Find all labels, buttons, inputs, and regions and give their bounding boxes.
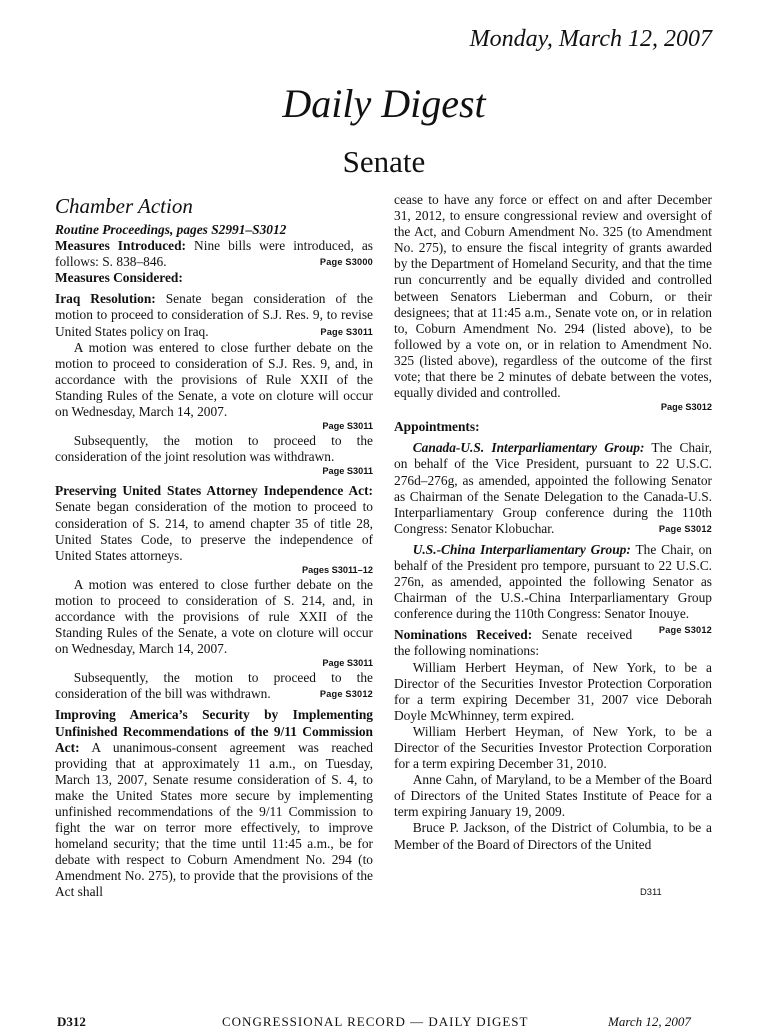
page-ref: Page S3012	[658, 523, 712, 534]
issue-date: Monday, March 12, 2007	[469, 26, 712, 52]
canada-appointment	[394, 440, 712, 537]
iraq-text: Senate began consideration of the motion to proceed to consideration of S.J. Res. 9, to revise United States policy on Iraq.	[55, 291, 373, 339]
china-label: U.S.-China Interparliamentary Group:	[412, 541, 631, 557]
page-ref: Page S3011	[320, 326, 373, 337]
canada-text: The Chair, on behalf of the Vice President, pursuant to 22 U.S.C. 276d–276g, as amended, appointed the following Senator as Chairman of the Senate Delegation to the Canada-U.S. Interparliamentary Group conference during the 110th Congress: Senator Klobuchar.	[394, 440, 713, 536]
iraq-label: Iraq Resolution:	[55, 291, 156, 307]
security-text: A unanimous-consent agreement was reached providing that at approximately 11 a.m., on Tuesday, March 13, 2007, Senate resume consideration of S. 4, to make the United States more secure by implementing unfinished recommendations of the 9/11 Commission to fight the war on terror more effectively, to improve homeland security; that the time until 11:45 a.m., be for debate with respect to Coburn Amendment No. 294 (to Amendment No. 275), to provide that the provisions of the Act shall	[55, 739, 373, 900]
measures-introduced	[55, 238, 373, 270]
iraq-cloture-paragraph: A motion was entered to close further debate on the motion to proceed to consideration of S.J. Res. 9, and, in accordance with the provisions of Rule XXII of the Standing Rules of the Senate, a vote on cloture will occur on Wednesday, March 14, 2007.	[55, 339, 373, 420]
page-ref: Page S3011	[322, 466, 373, 477]
masthead-title: Daily Digest	[282, 81, 486, 126]
running-title: CONGRESSIONAL RECORD — DAILY DIGEST	[222, 1014, 529, 1029]
right-column	[394, 192, 712, 853]
page-ref: Pages S3011–12	[301, 564, 373, 575]
page-ref: Page S3012	[660, 402, 712, 413]
page-ref: Page S3011	[322, 421, 373, 432]
attorney-withdrawn-paragraph	[55, 670, 373, 702]
attorney-text: Senate began consideration of the motion to proceed to consideration of S. 214, to amend chapter 35 of title 28, United States Code, to preserve the independence of United States attorneys.	[55, 499, 373, 563]
nomination-item: Bruce P. Jackson, of the District of Columbia, to be a Member of the Board of Directors of the United	[394, 820, 712, 852]
nomination-item: William Herbert Heyman, of New York, to be a Director of the Securities Investor Protection Corporation for a term expiring December 31, 2007 vice Deborah Doyle McWhinney, term expired.	[394, 659, 712, 723]
nomination-item: Anne Cahn, of Maryland, to be a Member of the Board of Directors of the United States Institute of Peace for a term expiring January 19, 2009.	[394, 772, 712, 820]
security-act	[55, 707, 373, 900]
measures-introduced-label: Measures Introduced:	[55, 238, 187, 254]
nominations-text: Senate received the following nominations:	[394, 627, 633, 659]
nominations-label: Nominations Received:	[394, 627, 533, 643]
iraq-withdrawn-paragraph: Subsequently, the motion to proceed to the consideration of the joint resolution was withdrawn.	[55, 433, 373, 465]
attorney-cloture-paragraph: A motion was entered to close further debate on the motion to proceed to consideration of S. 214, and, in accordance with the provisions of rule XXII of the Standing Rules of the Senate, a vote on cloture will occur on Wednesday, March 14, 2007.	[55, 576, 373, 657]
measures-considered-label: Measures Considered:	[55, 270, 183, 286]
next-page-header	[0, 1014, 768, 1034]
measures-introduced-text: Nine bills were introduced, as follows: S. 838–846.	[55, 238, 373, 270]
running-date: March 12, 2007	[608, 1014, 691, 1029]
attorney-withdrawn-text: Subsequently, the motion to proceed to the consideration of the bill was withdrawn.	[55, 670, 373, 702]
next-page-number: D312	[57, 1014, 86, 1029]
appointments-label: Appointments:	[394, 419, 480, 435]
iraq-resolution	[55, 291, 373, 339]
chamber-title: Senate	[342, 144, 426, 179]
attorney-label: Preserving United States Attorney Independence Act:	[55, 483, 373, 499]
page-number: D311	[640, 886, 662, 897]
china-text: The Chair, on behalf of the President pro tempore, pursuant to 22 U.S.C. 276n, as amended, appointed the following Senator as Chairman of the U.S.-China Interparliamentary Group conference during the 110th Congress: Senator Inouye.	[394, 541, 712, 622]
attorney-act	[55, 483, 373, 563]
canada-label: Canada-U.S. Interparliamentary Group:	[412, 440, 645, 456]
security-continued: cease to have any force or effect on and after December 31, 2012, to ensure congressional review and oversight of the Act, and Coburn Amendment No. 325 (to Amendment No. 275), to ensure the fiscal integrity of grants awarded by the Department of Homeland Security, and that the time run concurrently and be equally divided and controlled between Senators Lieberman and Coburn, or their designees; that at 11:45 a.m., Senate vote on, or in relation to, Coburn Amendment No. 294 (listed above), to be followed by a vote on, or in relation to Amendment No. 325 (listed above), regardless of the outcome of the first vote; that there be 2 minutes of debate between the votes, equally divided and controlled.	[394, 192, 712, 401]
routine-proceedings: Routine Proceedings, pages S2991–S3012	[55, 222, 287, 237]
section-heading: Chamber Action	[55, 194, 193, 218]
page-ref: Page S3012	[319, 689, 373, 700]
page-ref: Page S3012	[658, 625, 712, 636]
security-label: Improving America’s Security by Implementing Unfinished Recommendations of the 9/11 Commission Act:	[55, 707, 373, 755]
left-column	[55, 192, 373, 901]
page-ref: Page S3011	[322, 658, 373, 669]
page-ref: Page S3000	[319, 257, 373, 268]
nomination-item: William Herbert Heyman, of New York, to be a Director of the Securities Investor Protection Corporation for a term expiring December 31, 2010.	[394, 723, 712, 772]
